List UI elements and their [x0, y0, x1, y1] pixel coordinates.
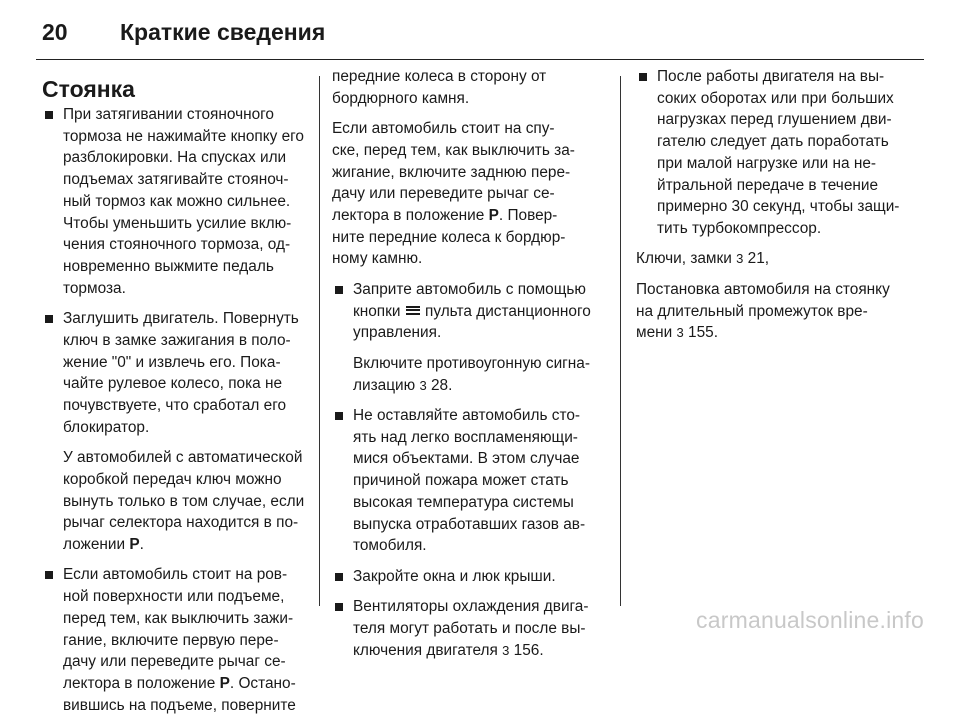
page-ref-link[interactable]: 28. — [426, 376, 453, 394]
paragraph-automatic-transmission: У автомобилей с автоматической коробкой передач ключ можно вынуть только в том случае, если рычаг селектора находится в по- ложении P. — [63, 449, 305, 553]
section-title: Стоянка — [42, 76, 135, 102]
bullet-parking-brake: При затягивании стояночного тормоза не нажимайте кнопку его разблокировки. На спусках или подъемах затягивайте стояноч- ный тормоз как можно сильнее. Чтобы уменьшить усилие вклю- чения стояночного тормоза, од- новременно выжмите педаль тормоза. — [42, 104, 306, 299]
page-ref-link[interactable]: 156. — [509, 641, 544, 659]
watermark: carmanualsonline.info — [696, 607, 924, 633]
bullet-lock-car: Заприте автомобиль с помощью кнопки пульта дистанционного управления. — [332, 279, 608, 344]
header-divider — [36, 59, 924, 60]
bullet-square-icon — [639, 73, 647, 81]
page-ref-arrow-icon: 3 — [502, 642, 510, 658]
page-ref-arrow-icon: 3 — [676, 325, 684, 341]
page-header — [42, 16, 325, 48]
bullet-square-icon — [335, 412, 343, 420]
page-ref-link[interactable]: 155. — [683, 324, 718, 342]
column-2 — [332, 66, 608, 661]
column-divider-1 — [319, 76, 320, 606]
paragraph-wheels-away: передние колеса в сторону от бордюрного камня. — [332, 68, 547, 107]
column-1 — [42, 66, 306, 716]
column-divider-2 — [620, 76, 621, 606]
bullet-level-ground: Если автомобиль стоит на ров- ной поверхности или подъеме, перед тем, как выключить зажи- гание, включите первую пере- дачу или переведите рычаг се- лектора в положение P. Остано- вившись на подъеме, поверните — [42, 564, 306, 716]
column-3 — [636, 66, 916, 353]
bullet-close-windows: Закройте окна и люк крыши. — [332, 566, 608, 588]
bullet-flammable: Не оставляйте автомобиль сто- ять над легко воспламеняющи- мися объектами. В этом случае причиной пожара может стать высокая температура системы выпуска отработавших газов ав- томобиля. — [332, 405, 608, 557]
page-title: Краткие сведения — [120, 18, 326, 45]
lock-button-icon — [406, 306, 420, 315]
page-ref-arrow-icon: 3 — [736, 251, 744, 267]
bullet-square-icon — [335, 573, 343, 581]
bullet-engine-off: Заглушить двигатель. Повернуть ключ в замке зажигания в поло- жение "0" и извлечь его. Пока- чайте рулевое колесо, пока не почувствуете, что сработал его блокиратор. — [42, 308, 306, 438]
bullet-square-icon — [335, 603, 343, 611]
bullet-square-icon — [45, 315, 53, 323]
paragraph-alarm: Включите противоугонную сигна- лизацию 3 28. — [353, 354, 590, 394]
bullet-square-icon — [335, 286, 343, 294]
page-ref-arrow-icon: 3 — [419, 377, 427, 393]
bullet-turbocharger: После работы двигателя на вы- соких оборотах или при больших нагрузках перед глушением дви- гателю следует дать поработать при малой нагрузке или на не- йтральной передаче в течение примерно 30 секунд, чтобы защи- тить турбокомпрессор. — [636, 66, 916, 240]
page-ref-link[interactable]: 21, — [743, 250, 770, 268]
bullet-cooling-fans: Вентиляторы охлаждения двига- теля могут работать и после вы- ключения двигателя 3 156. — [332, 596, 608, 661]
xref-long-term-parking: Постановка автомобиля на стоянку на длительный промежуток вре- мени 3 155. — [636, 280, 890, 342]
paragraph-downhill: Если автомобиль стоит на спу- ске, перед тем, как выключить за- жигание, включите заднюю пере- дачу или переведите рычаг се- лектора в положение P. Повер- ните передние колеса к бордюр- ному камню. — [332, 120, 575, 268]
page-number: 20 — [42, 18, 68, 45]
bullet-square-icon — [45, 571, 53, 579]
xref-keys-locks: Ключи, замки 3 21, — [636, 250, 770, 268]
bullet-square-icon — [45, 111, 53, 119]
